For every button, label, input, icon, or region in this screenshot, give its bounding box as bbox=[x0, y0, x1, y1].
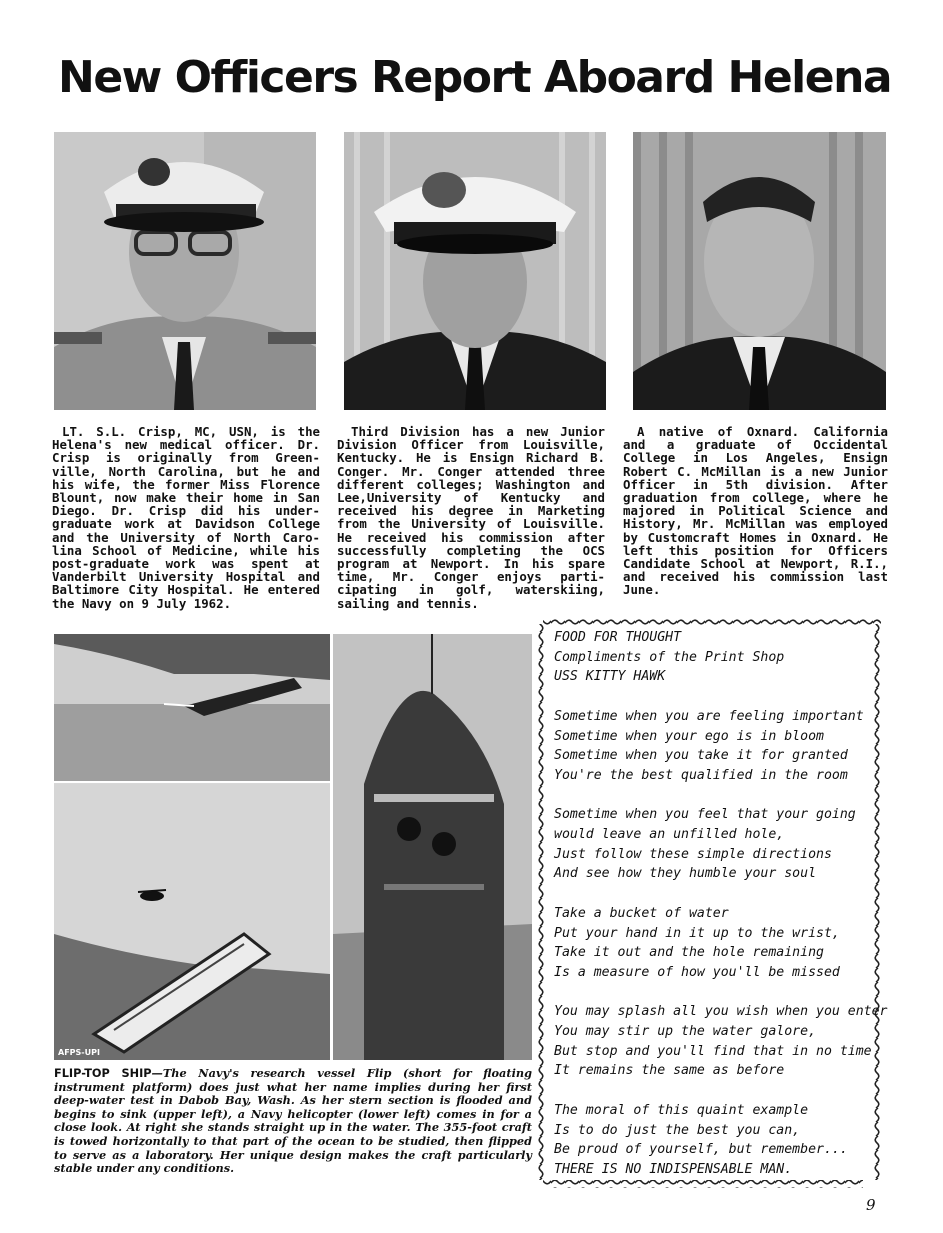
portrait-mcmillan bbox=[633, 132, 886, 410]
portrait-conger bbox=[344, 132, 606, 410]
poem-line: THERE IS NO INDISPENSABLE MAN. bbox=[554, 1161, 793, 1177]
poem-line: You may splash all you wish when you enter bbox=[554, 1004, 888, 1020]
poem-line: Take a bucket of water bbox=[554, 905, 729, 921]
bio-conger: Third Division has a new Junior Division Officer from Louisville, Kentucky. He is Ensign Richard B. Conger. Mr. Conger attended three different colleges; Washington and Lee,University of Kentucky and received his degree in Marketing from the University of Louisville. He received his commission after successfully completing the OCS program at Newport. In his spare time, Mr. Conger enjoys parti- cipating in golf, waterskiing, sailing and tennis. bbox=[337, 424, 605, 611]
page-number: 9 bbox=[866, 1196, 876, 1214]
photo-credit: AFPS-UPI bbox=[58, 1048, 100, 1057]
poem-line: Take it out and the hole remaining bbox=[554, 945, 824, 961]
poem-line: It remains the same as before bbox=[554, 1063, 785, 1079]
poem-line: And see how they humble your soul bbox=[554, 866, 817, 882]
poem-line: Just follow these simple directions bbox=[554, 846, 832, 862]
portrait-crisp bbox=[54, 132, 316, 410]
poem-line: Is to do just the best you can, bbox=[554, 1122, 801, 1138]
headline: New Officers Report Aboard Helena bbox=[58, 52, 892, 103]
poem-line: You may stir up the water galore, bbox=[554, 1024, 817, 1039]
poem-line: Sometime when you take it for granted bbox=[554, 748, 848, 764]
caption-lead: FLIP-TOP SHIP bbox=[54, 1067, 152, 1080]
bio-crisp: LT. S.L. Crisp, MC, USN, is the Helena's new medical officer. Dr. Crisp is originally from Green- ville, North Carolina, but he and his wife, the former Miss Florence Blount, now make their home in San Diego. Dr. Crisp did his under- graduate work at Davidson College and the University of North Caro- lina School of Medicine, while his post-graduate work was spent at Vanderbilt University Hospital and Baltimore City Hospital. He entered the Navy on 9 July 1962. bbox=[52, 424, 320, 611]
poem-line: You're the best qualified in the room bbox=[554, 767, 848, 783]
poem-line: Put your hand in it up to the wrist, bbox=[554, 925, 840, 941]
poem-line: Sometime when your ego is in bloom bbox=[554, 728, 824, 744]
flip-ship-photo bbox=[54, 634, 532, 1060]
bio-mcmillan: A native of Oxnard. California and a graduate of Occidental College in Los Angeles, Ensign Robert C. McMillan is a new Junior Officer in 5th division. After graduation from college, where he majored in Political Science and History, Mr. McMillan was employed by Customcraft Homes in Oxnard. He left this position for Officers Candidate School at Newport, R.I., and received his commission last June. bbox=[623, 424, 888, 598]
poem-line: The moral of this quaint example bbox=[554, 1102, 809, 1118]
poem-line: Is a measure of how you'll be missed bbox=[554, 964, 840, 980]
poem-source: USS KITTY HAWK bbox=[554, 669, 666, 685]
poem-credit: Compliments of the Print Shop bbox=[554, 649, 785, 665]
poem-title: FOOD FOR THOUGHT bbox=[554, 630, 682, 645]
poem-line: would leave an unfilled hole, bbox=[554, 827, 785, 842]
poem-line: Sometime when you are feeling important bbox=[554, 708, 864, 724]
flip-ship-caption bbox=[54, 1067, 532, 1176]
food-for-thought-box bbox=[537, 618, 887, 1190]
poem-line: But stop and you'll find that in no time bbox=[554, 1043, 872, 1059]
caption-text: —The Navy's research vessel Flip (short for floating instrument platform) does just what her name implies during her first deep-water test in Dabob Bay, Wash. As her stern section is flooded and begins to sink (upper left), a Navy helicopter (lower left) comes in for a close look. At right she stands straight up in the water. The 355-foot craft is towed horizontally to that part of the ocean to be studied, then flipped to serve as a laboratory. Her unique design makes the craft particularly stable under any conditions. bbox=[54, 1066, 532, 1176]
poem-line: Sometime when you feel that your going bbox=[554, 807, 856, 823]
poem-line: Be proud of yourself, but remember... bbox=[554, 1142, 848, 1158]
poem bbox=[554, 628, 888, 1180]
